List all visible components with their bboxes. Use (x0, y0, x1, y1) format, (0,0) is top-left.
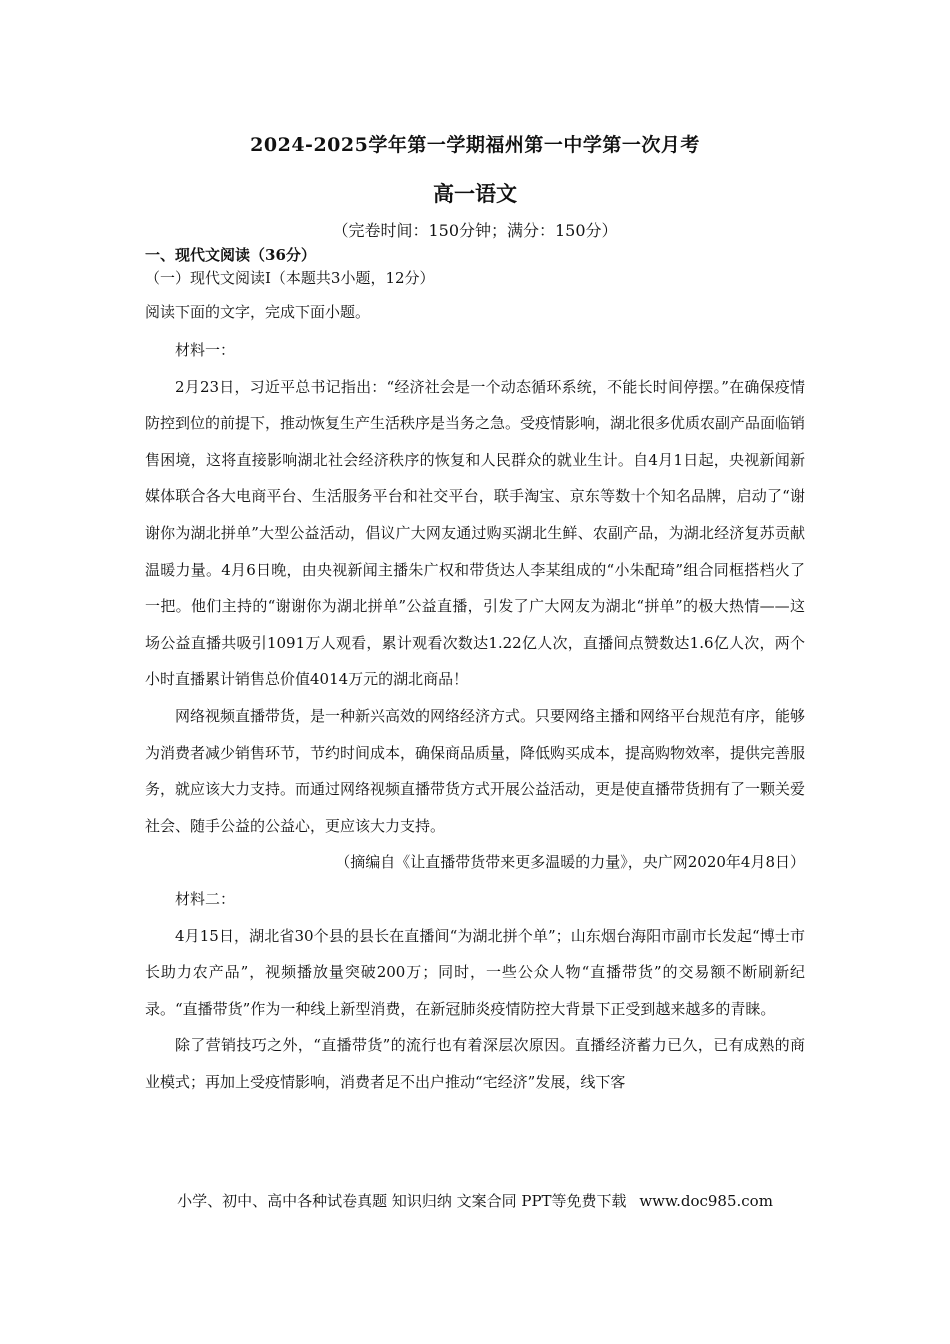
material1-source: （摘编自《让直播带货带来更多温暖的力量》，央广网2020年4月8日） (335, 853, 805, 872)
footer-ad-text: 小学、初中、高中各种试卷真题 知识归纳 文案合同 PPT等免费下载 (177, 1192, 627, 1210)
exam-time-info: （完卷时间：150分钟；满分：150分） (332, 221, 618, 240)
material1-paragraph: 2月23日，习近平总书记指出：“经济社会是一个动态循环系统，不能长时间停摆。”在确保疫情防控到位的前提下，推动恢复生产生活秩序是当务之急。受疫情影响，湖北很多优质农副产品面临销售困境，这将直接影响湖北社会经济秩序的恢复和人民群众的就业生计。自4月1日起，央视新闻新媒体联合各大电商平台、生活服务平台和社交平台，联手淘宝、京东等数十个知名品牌，启动了“谢谢你为湖北拼单”大型公益活动，倡议广大网友通过购买湖北生鲜、农副产品，为湖北经济复苏贡献温暖力量。4月6日晚，由央视新闻主播朱广权和带货达人李某组成的“小朱配琦”组合同框搭档火了一把。他们主持的“谢谢你为湖北拼单”公益直播，引发了广大网友为湖北“拼单”的极大热情——这场公益直播共吸引1091万人观看，累计观看次数达1.22亿人次，直播间点赞数达1.6亿人次，两个小时直播累计销售总价值4014万元的湖北商品！ (145, 377, 806, 689)
page-footer (0, 1190, 950, 1211)
section-heading: 一、现代文阅读（36分） (145, 246, 316, 264)
subsection-heading: （一）现代文阅读Ⅰ（本题共3小题，12分） (145, 269, 435, 287)
reading-instruction: 阅读下面的文字，完成下面小题。 (145, 303, 371, 321)
material2-label: 材料二： (175, 889, 236, 908)
exam-title: 2024-2025学年第一学期福州第一中学第一次月考 (250, 134, 700, 156)
material1-label: 材料一： (175, 341, 236, 359)
material2-paragraph: 除了营销技巧之外，“直播带货”的流行也有着深层次原因。直播经济蓄力已久，已有成熟的商业模式；再加上受疫情影响，消费者足不出户推动“宅经济”发展，线下客 (145, 1036, 805, 1091)
reading-passage (145, 332, 805, 1100)
material2-paragraph: 4月15日，湖北省30个县的县长在直播间“为湖北拼个单”；山东烟台海阳市副市长发起“博士市长助力农产品”，视频播放量突破200万；同时，一些公众人物“直播带货”的交易额不断刷新纪录。“直播带货”作为一种线上新型消费，在新冠肺炎疫情防控大背景下正受到越来越多的青睐。 (145, 926, 805, 1018)
exam-subject: 高一语文 (433, 181, 517, 206)
footer-url[interactable]: www.doc985.com (639, 1192, 773, 1210)
material1-paragraph: 网络视频直播带货，是一种新兴高效的网络经济方式。只要网络主播和网络平台规范有序，能够为消费者减少销售环节，节约时间成本，确保商品质量，降低购买成本，提高购物效率，提供完善服务，就应该大力支持。而通过网络视频直播带货方式开展公益活动，更是使直播带货拥有了一颗关爱社会、随手公益的公益心，更应该大力支持。 (145, 706, 806, 835)
